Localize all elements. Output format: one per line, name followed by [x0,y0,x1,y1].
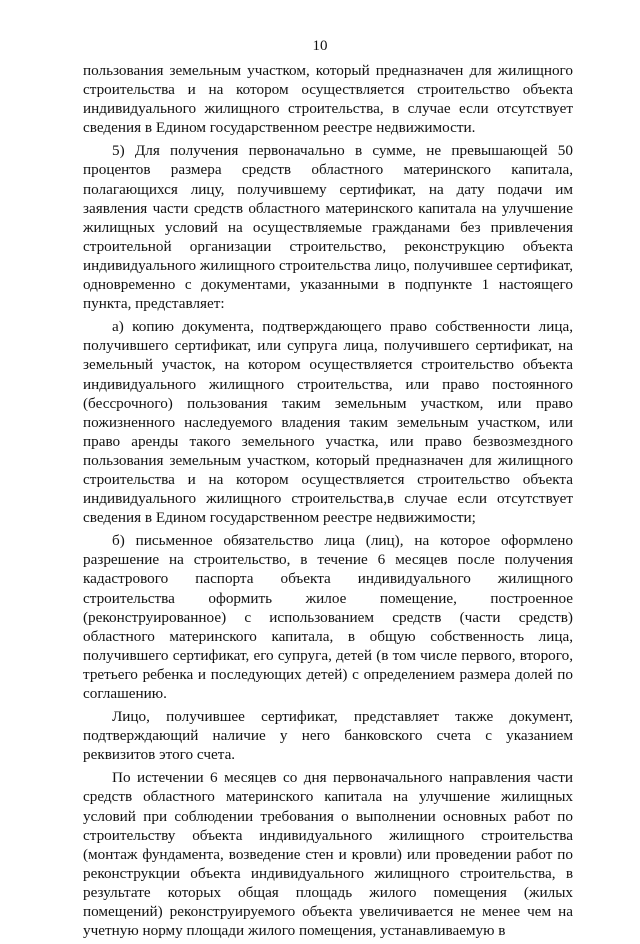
paragraph-six-months: По истечении 6 месяцев со дня первоначального направления части средств областного материнского капитала на улучшение жилищных условий при соблюдении требования о выполнении основных работ по строительству объекта индивидуального жилищного строительства (монтаж фундамента, возведение стен и кровли) или проведении работ по реконструкции объекта индивидуального жилищного строительства, в результате которых общая площадь жилого помещения (жилых помещений) реконструируемого объекта увеличивается не менее чем на учетную норму площади жилого помещения, устанавливаемую в [83,769,573,940]
paragraph-subitem-a: а) копию документа, подтверждающего право собственности лица, получившего сертификат, или супруга лица, получившего сертификат, на земельный участок, на котором осуществляется строительство объекта индивидуального жилищного строительства, или право постоянного (бессрочного) пользования таким земельным участком, или право пожизненного наследуемого владения таким земельным участком, или право аренды такого земельного участка, или право безвозмездного пользования земельным участком, который предназначен для жилищного строительства и на котором осуществляется строительство объекта индивидуального жилищного строительства,в случае если отсутствует сведения в Едином государственном реестре недвижимости; [83,318,573,527]
paragraph-item-5: 5) Для получения первоначально в сумме, не превышающей 50 процентов размера средств областного материнского капитала, полагающихся лицу, получившему сертификат, на дату подачи им заявления части средств областного материнского капитала на улучшение жилищных условий на осуществляемые гражданами без привлечения строительной организации строительство, реконструкцию объекта индивидуального жилищного строительства лицо, получившее сертификат, одновременно с документами, указанными в подпункте 1 настоящего пункта, представляет: [83,142,573,313]
page-number: 10 [312,38,328,54]
paragraph-continuation: пользования земельным участком, который предназначен для жилищного строительства и на котором осуществляется строительство объекта индивидуального жилищного строительства, в случае если отсутствует сведения в Едином государственном реестре недвижимости. [83,62,573,137]
paragraph-bank-account: Лицо, получившее сертификат, представляет также документ, подтверждающий наличие у него банковского счета с указанием реквизитов этого счета. [83,708,573,764]
paragraph-subitem-b: б) письменное обязательство лица (лиц), на которое оформлено разрешение на строительство, в течение 6 месяцев после получения кадастрового паспорта объекта индивидуального жилищного строительства оформить жилое помещение, построенное (реконструированное) с использованием средств (части средств) областного материнского капитала, в общую собственность лица, получившего сертификат, его супруга, детей (в том числе первого, второго, третьего ребенка и последующих детей) с определением размера долей по соглашению. [83,532,573,702]
document-body [83,61,573,944]
